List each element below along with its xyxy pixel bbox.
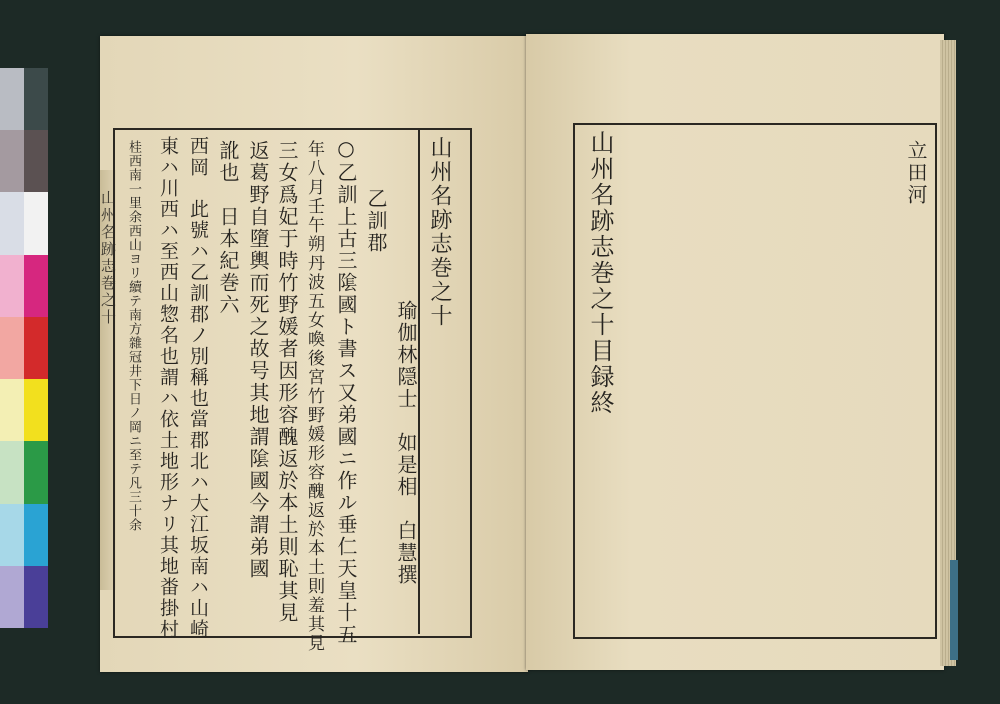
color-calibration-chart [0,68,48,628]
color-patch [24,68,48,130]
color-patch-row [0,255,48,317]
show-through-text [700,140,737,168]
color-patch-row [0,441,48,503]
text-line: 返葛野自墮輿而死之故号其地謂隂國今謂弟國 [246,140,270,580]
color-patch [0,192,24,254]
section-heading: 乙訓郡 [364,188,388,254]
color-patch [24,566,48,628]
color-patch [0,130,24,192]
text-line: 桂西南一里余西山ヨリ續テ南方雜冠井下日ノ岡ニ至テ凡三十余 [126,140,141,532]
volume-title: 山州名跡志巻之十 [427,136,452,328]
author-line: 瑜伽林隠士 如是相 白慧撰 [394,300,418,586]
color-patch [0,379,24,441]
color-patch [24,317,48,379]
color-patch-row [0,379,48,441]
color-patch [0,566,24,628]
text-line: 東ハ川西ハ至西山惣名也謂ハ依土地形ナリ其地畨掛村 [157,136,179,640]
color-patch [0,504,24,566]
color-patch [0,441,24,503]
color-patch-row [0,317,48,379]
text-line: 三女爲妃于時竹野媛者因形容醜返於本土則恥其見 [275,140,299,624]
color-patch [24,192,48,254]
text-line: ○乙訓上古三隂國ト書ス又弟國ニ作ル垂仁天皇十五 [334,136,358,646]
text-line: 年八月壬午朔丹波五女喚後宮竹野媛形容醜返於本土則羞其見 [304,140,324,653]
color-patch [0,317,24,379]
color-patch-row [0,130,48,192]
color-patch [24,255,48,317]
color-patch [0,255,24,317]
color-patch-row [0,192,48,254]
right-page-frame [573,123,937,639]
color-patch-row [0,566,48,628]
spine-title: 山州名跡志巻之十 [99,190,117,326]
color-patch [24,130,48,192]
color-patch-row [0,68,48,130]
color-patch [24,504,48,566]
text-line: 訛也 日本紀巻六 [216,140,240,316]
text-line: 西岡 此號ハ乙訓郡ノ別稱也當郡北ハ大江坂南ハ山崎 [187,136,209,640]
color-patch [24,441,48,503]
contents-end-title: 山州名跡志巻之十目録終 [586,130,614,416]
color-patch [0,68,24,130]
blue-cover-edge [950,560,958,660]
color-patch-row [0,504,48,566]
color-patch [24,379,48,441]
margin-label: 立田河 [904,140,928,206]
